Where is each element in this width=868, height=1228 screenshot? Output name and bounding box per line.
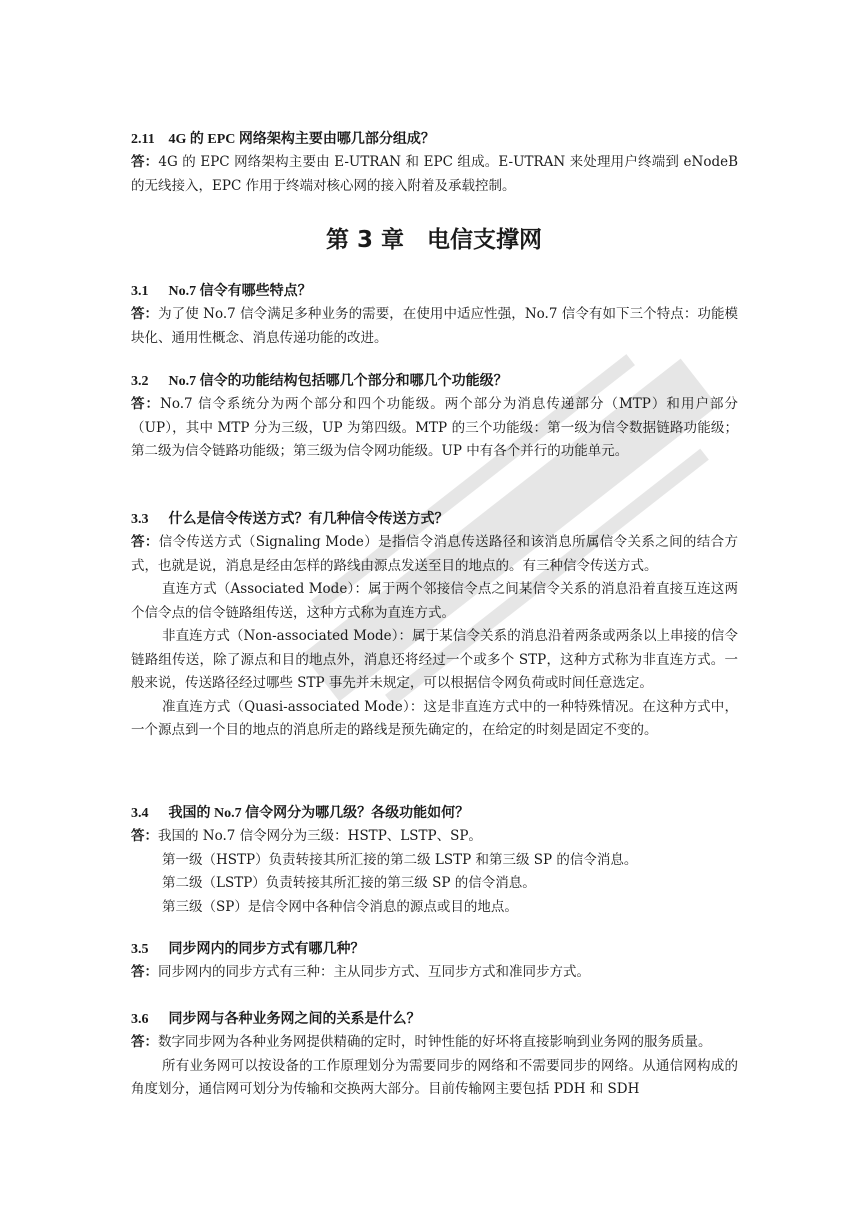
- answer-label: 答：: [131, 534, 159, 550]
- question-number: 3.2: [131, 374, 149, 389]
- question-block-3-5: [131, 938, 738, 985]
- answer-text: 同步网内的同步方式有三种：主从同步方式、互同步方式和准同步方式。: [158, 964, 590, 980]
- question-text: No.7 信令有哪些特点？: [168, 284, 312, 299]
- answer-text: 4G 的 EPC 网络架构主要由 E-UTRAN 和 EPC 组成。E-UTRAN 来处理用户终端到 eNodeB 的无线接入，EPC 作用于终端对核心网的接入附着及承载控制。: [131, 154, 739, 194]
- question-heading: [131, 508, 738, 531]
- question-number: 3.1: [131, 284, 149, 299]
- answer: [131, 531, 738, 578]
- answer: [131, 961, 738, 985]
- question-heading: [131, 370, 738, 393]
- question-text: 什么是信令传送方式？有几种信令传送方式？: [168, 512, 449, 527]
- answer-text: 我国的 No.7 信令网分为三级：HSTP、LSTP、SP。: [158, 828, 482, 844]
- question-number: 3.3: [131, 512, 149, 527]
- question-text: 同步网内的同步方式有哪几种？: [168, 942, 365, 957]
- answer: [131, 151, 738, 198]
- answer-label: 答：: [131, 306, 159, 322]
- question-number: 2.11: [131, 132, 155, 147]
- question-heading: [131, 128, 738, 151]
- question-block-3-2: [131, 370, 738, 464]
- answer: [131, 1031, 738, 1055]
- answer-label: 答：: [131, 154, 159, 170]
- paragraph-associated-mode: 直连方式（Associated Mode）：属于两个邻接信令点之间某信令关系的消息沿着直接互连这两个信令点的信令链路组传送，这种方式称为直连方式。: [131, 581, 738, 621]
- question-block-3-1: [131, 280, 738, 350]
- paragraph-quasi-associated-mode: 准直连方式（Quasi-associated Mode）：这是非直连方式中的一种特殊情况。在这种方式中，一个源点到一个目的地点的消息所走的路线是预先确定的，在给定的时刻是固定不变的。: [131, 698, 738, 738]
- answer-text: No.7 信令系统分为两个部分和四个功能级。两个部分为消息传递部分（MTP）和用户部分（UP），其中 MTP 分为三级，UP 为第四级。MTP 的三个功能级：第一级为信令数据链路功能级；第二级为信令链路功能级；第三级为信令网功能级。UP 中有各个并行的功能单元。: [131, 396, 738, 459]
- answer-text: 数字同步网为各种业务网提供精确的定时，时钟性能的好坏将直接影响到业务网的服务质量。: [158, 1034, 712, 1050]
- question-heading: [131, 802, 738, 825]
- question-text: No.7 信令的功能结构包括哪几个部分和哪几个功能级？: [168, 374, 508, 389]
- question-block-3-4: [131, 802, 738, 919]
- paragraph-level-2: 第二级（LSTP）负责转接其所汇接的第三级 SP 的信令消息。: [162, 875, 536, 891]
- answer: [131, 825, 738, 849]
- answer-label: 答：: [131, 964, 158, 980]
- question-block-3-6: [131, 1008, 738, 1102]
- answer: [131, 393, 738, 464]
- question-text: 同步网与各种业务网之间的关系是什么？: [168, 1012, 421, 1027]
- answer-label: 答：: [131, 828, 158, 844]
- answer-label: 答：: [131, 396, 161, 412]
- question-text: 4G 的 EPC 网络架构主要由哪几部分组成？: [168, 132, 435, 147]
- question-text: 我国的 No.7 信令网分为哪几级？各级功能如何？: [168, 806, 470, 821]
- paragraph-network-division: 所有业务网可以按设备的工作原理划分为需要同步的网络和不需要同步的网络。从通信网构成的角度划分，通信网可划分为传输和交换两大部分。目前传输网主要包括 PDH 和 SDH: [131, 1057, 738, 1097]
- question-heading: [131, 280, 738, 303]
- chapter-title: 第 3 章 电信支撑网: [325, 227, 543, 253]
- answer-text: 信令传送方式（Signaling Mode）是指信令消息传送路径和该消息所属信令关系之间的结合方式，也就是说，消息是经由怎样的路线由源点发送至目的地点的。有三种信令传送方式。: [131, 534, 739, 574]
- answer: [131, 303, 738, 350]
- answer-text: 为了使 No.7 信令满足多种业务的需要，在使用中适应性强，No.7 信令有如下三个特点：功能模块化、通用性概念、消息传递功能的改进。: [131, 306, 738, 346]
- question-number: 3.4: [131, 806, 149, 821]
- question-number: 3.6: [131, 1012, 149, 1027]
- paragraph-non-associated-mode: 非直连方式（Non-associated Mode）：属于某信令关系的消息沿着两条或两条以上串接的信令链路组传送，除了源点和目的地点外，消息还将经过一个或多个 STP，这种方式称为非直连方式。一般来说，传送路径经过哪些 STP 事先并未规定，可以根据信令网负荷或时间任意选定。: [131, 628, 738, 691]
- answer-label: 答：: [131, 1034, 158, 1050]
- question-block-2-11: [131, 128, 738, 198]
- question-heading: [131, 1008, 738, 1031]
- question-heading: [131, 938, 738, 961]
- question-number: 3.5: [131, 942, 149, 957]
- paragraph-level-1: 第一级（HSTP）负责转接其所汇接的第二级 LSTP 和第三级 SP 的信令消息。: [162, 851, 638, 868]
- paragraph-level-3: 第三级（SP）是信令网中各种信令消息的源点或目的地点。: [162, 898, 518, 915]
- question-block-3-3: [131, 508, 738, 743]
